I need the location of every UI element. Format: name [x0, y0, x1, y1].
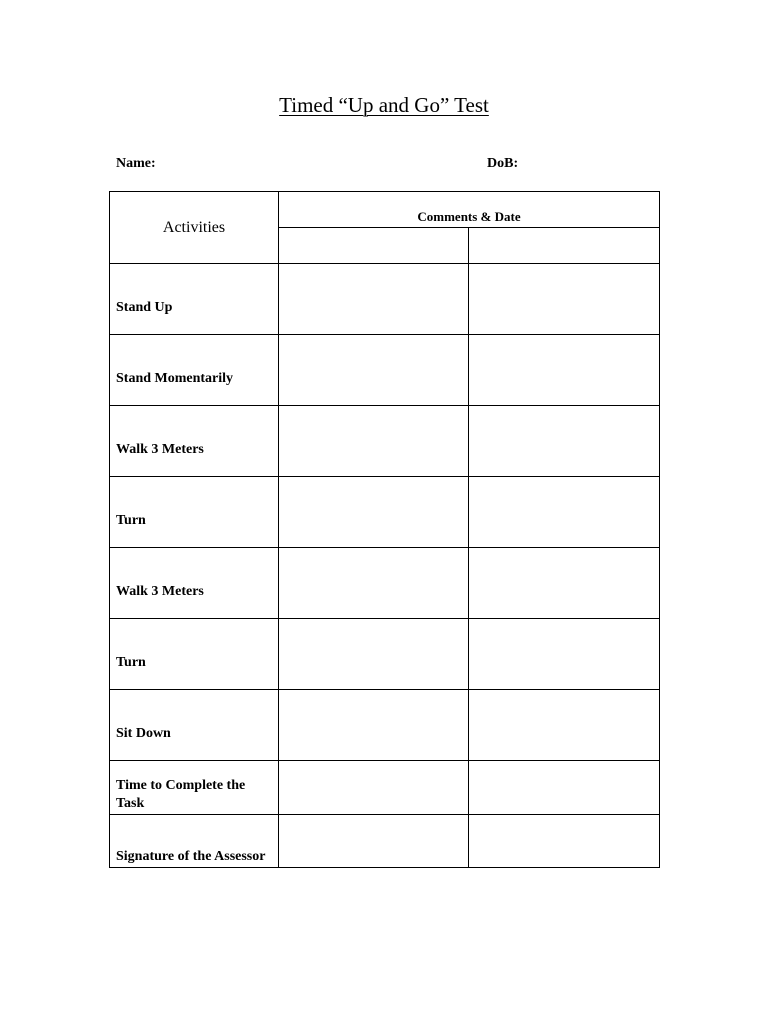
activity-label: Walk 3 Meters [110, 548, 279, 619]
table-row [110, 619, 660, 690]
signature-cell[interactable] [469, 815, 660, 868]
table-row [110, 264, 660, 335]
comment-cell[interactable] [279, 619, 469, 690]
activity-label: Time to Complete the Task [110, 761, 279, 815]
activity-label: Walk 3 Meters [110, 406, 279, 477]
activity-label: Sit Down [110, 690, 279, 761]
comment-cell[interactable] [469, 619, 660, 690]
activity-label: Stand Momentarily [110, 335, 279, 406]
comment-cell[interactable] [469, 761, 660, 815]
name-label: Name: [116, 156, 156, 171]
comment-cell[interactable] [279, 548, 469, 619]
form-title [0, 92, 768, 118]
comment-cell[interactable] [279, 690, 469, 761]
table-row [110, 477, 660, 548]
comment-cell[interactable] [279, 761, 469, 815]
table-row [110, 815, 660, 868]
table-row [110, 690, 660, 761]
activity-label: Turn [110, 477, 279, 548]
comment-cell[interactable] [469, 406, 660, 477]
comment-cell[interactable] [279, 477, 469, 548]
dob-label: DoB: [487, 156, 519, 171]
comment-cell[interactable] [279, 264, 469, 335]
table-row [110, 761, 660, 815]
activity-label: Signature of the Assessor [110, 815, 279, 868]
signature-cell[interactable] [279, 815, 469, 868]
table-row [110, 406, 660, 477]
date-cell-1[interactable] [279, 228, 469, 264]
comment-cell[interactable] [469, 548, 660, 619]
comment-cell[interactable] [279, 406, 469, 477]
activities-header: Activities [110, 192, 279, 264]
comment-cell[interactable] [469, 264, 660, 335]
header-row [110, 192, 660, 228]
comment-cell[interactable] [469, 690, 660, 761]
comment-cell[interactable] [469, 477, 660, 548]
table-row [110, 548, 660, 619]
activity-label: Turn [110, 619, 279, 690]
comment-cell[interactable] [469, 335, 660, 406]
assessment-table [109, 191, 660, 868]
comments-date-header: Comments & Date [279, 192, 660, 228]
comment-cell[interactable] [279, 335, 469, 406]
table-row [110, 335, 660, 406]
date-cell-2[interactable] [469, 228, 660, 264]
activity-label: Stand Up [110, 264, 279, 335]
form-title-text: Timed “Up and Go” Test [279, 93, 489, 117]
